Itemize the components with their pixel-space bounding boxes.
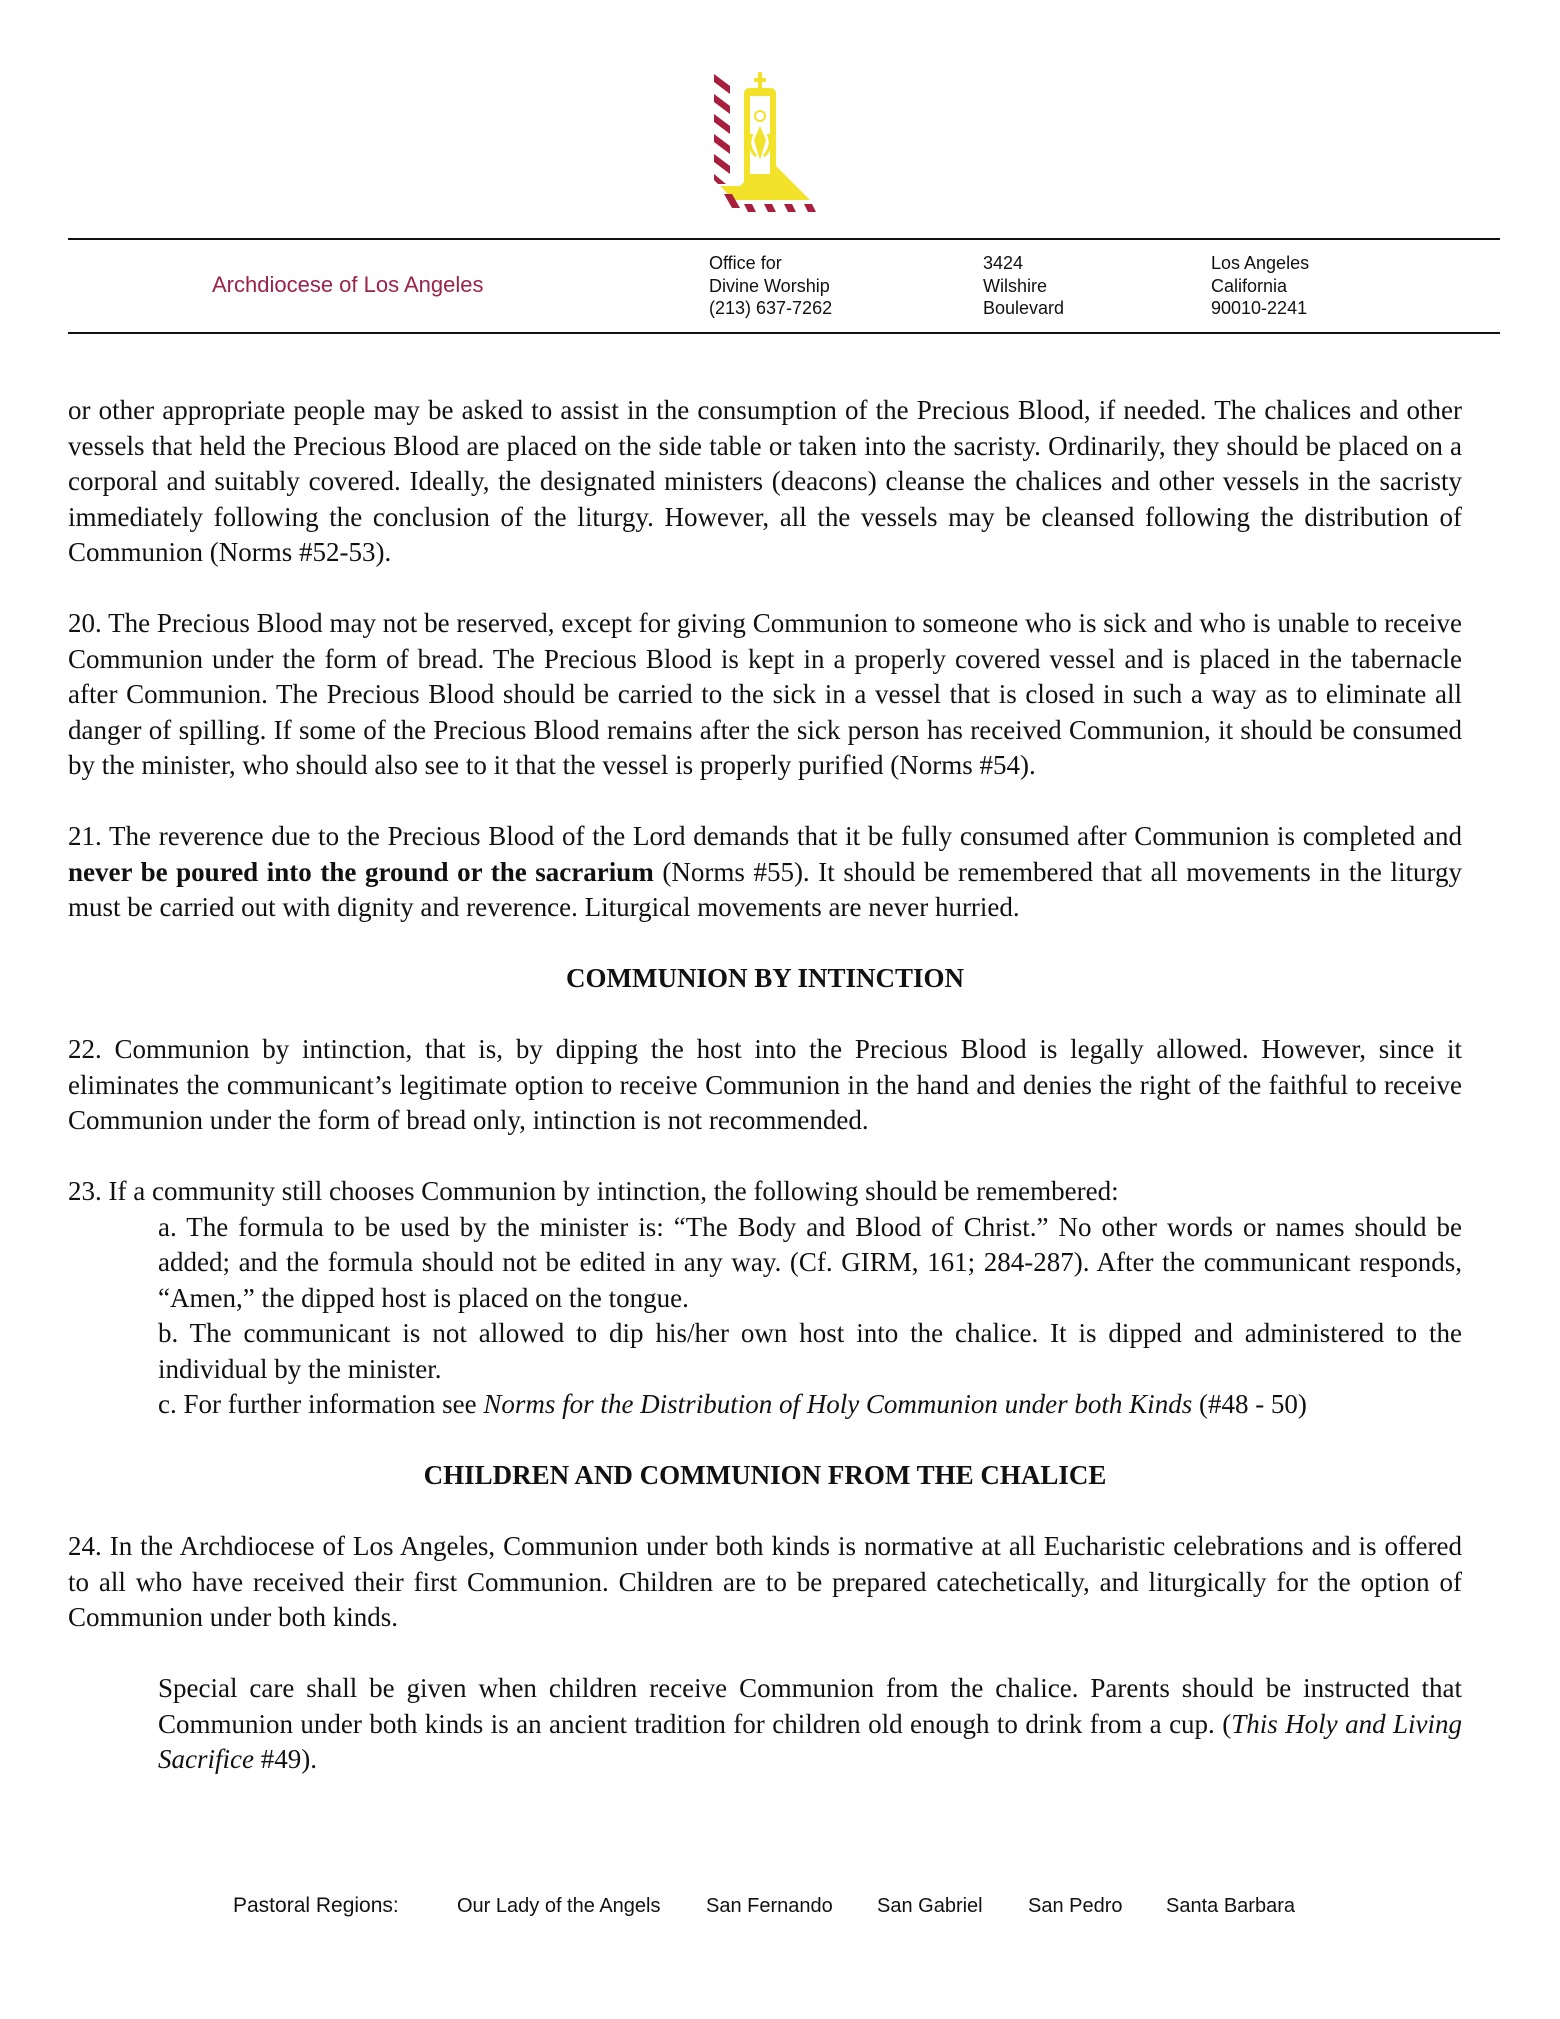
document-body — [68, 393, 1462, 1813]
state-line: California — [1211, 275, 1288, 296]
city-line: Los Angeles — [1211, 253, 1310, 273]
region-item: San Fernando — [706, 1895, 833, 1917]
header-top-rule — [68, 238, 1500, 240]
organization-name: Archdiocese of Los Angeles — [212, 272, 484, 297]
region-item: Santa Barbara — [1166, 1895, 1295, 1917]
list-item-b: b. The communicant is not allowed to dip his/her own host into the chalice. It is dipped and administered to the individual by the minister. — [158, 1318, 1462, 1384]
office-line: Office for — [709, 253, 782, 273]
paragraph-21 — [68, 819, 1462, 926]
header-bottom-rule — [68, 332, 1500, 334]
office-phone: (213) 637-7262 — [709, 298, 833, 318]
region-item: San Pedro — [1028, 1895, 1123, 1917]
paragraph-21-text-end: (Norms #55). It should be remembered that all movements in the liturgy must be carried out with dignity and reverence. Liturgical movements are never hurried. — [68, 856, 1462, 922]
paragraph-21-bold: never be poured into the ground or the sacrarium — [68, 856, 654, 887]
street-line: 3424 — [983, 253, 1024, 273]
paragraph-20: 20. The Precious Blood may not be reserved, except for giving Communion to someone who is sick and who is unable to receive Communion under the form of bread. The Precious Blood is kept in a properly covered vessel and is placed in the tabernacle after Communion. The Precious Blood should be carried to the sick in a vessel that is closed in such a way as to eliminate all danger of spilling. If some of the Precious Blood remains after the sick person has received Communion, it should be consumed by the minister, who should also see to it that the vessel is properly purified (Norms #54). — [68, 608, 1462, 780]
list-item-c-ref: (#48 - 50) — [1192, 1389, 1307, 1419]
paragraph-23-intro: 23. If a community still chooses Communion by intinction, the following should be remembered: — [68, 1176, 1119, 1206]
paragraph-special-care — [158, 1671, 1462, 1778]
region-item: Our Lady of the Angels — [457, 1895, 661, 1917]
street-line: Wilshire — [983, 275, 1048, 296]
heading-children-chalice: CHILDREN AND COMMUNION FROM THE CHALICE — [423, 1460, 1107, 1490]
heading-intinction: COMMUNION BY INTINCTION — [565, 963, 964, 993]
list-item-a: a. The formula to be used by the minister is: “The Body and Blood of Christ.” No other words or names should be added; and the formula should not be edited in any way. (Cf. GIRM, 161; 284-287). After the communicant responds, “Amen,” the dipped host is placed on the tongue. — [158, 1211, 1462, 1313]
office-contact — [709, 252, 832, 320]
list-item-c-text: c. For further information see — [158, 1389, 484, 1419]
paragraph-22: 22. Communion by intinction, that is, by dipping the host into the Precious Blood is legally allowed. However, since it eliminates the communicant’s legitimate option to receive Communion in the hand and denies the right of the faithful to receive Communion under the form of bread only, intinction is not recommended. — [68, 1034, 1462, 1135]
region-item: San Gabriel — [877, 1895, 983, 1917]
office-line: Divine Worship — [709, 275, 830, 296]
paragraph-23 — [68, 1174, 1462, 1423]
paragraph-21-text: 21. The reverence due to the Precious Blood of the Lord demands that it be fully consumed after Communion is completed and — [68, 821, 1462, 851]
zip-line: 90010-2241 — [1211, 298, 1308, 318]
street-address — [983, 252, 1064, 320]
paragraph-24: 24. In the Archdiocese of Los Angeles, Communion under both kinds is normative at all Eucharistic celebrations and is offered to all who have received their first Communion. Children are to be prepared catechetically, and liturgically for the option of Communion under both kinds. — [68, 1531, 1462, 1632]
list-item-c — [158, 1387, 1462, 1423]
special-care-ref: #49). — [253, 1744, 317, 1774]
city-address — [1211, 252, 1309, 320]
sacrifice-title: This Holy and Living Sacrifice — [158, 1708, 1462, 1774]
footer-label: Pastoral Regions: — [233, 1894, 399, 1917]
special-care-text: Special care shall be given when children receive Communion from the chalice. Parents should be instructed that Communion under both kinds is an ancient tradition for children old enough to drink from a cup. ( — [158, 1673, 1462, 1739]
norms-title: Norms for the Distribution of Holy Communion under both Kinds — [483, 1389, 1193, 1419]
paragraph-continued: or other appropriate people may be asked to assist in the consumption of the Precious Blood, if needed. The chalices and other vessels that held the Precious Blood are placed on the side table or taken into the sacristy. Ordinarily, they should be placed on a corporal and suitably covered. Ideally, the designated ministers (deacons) cleanse the chalices and other vessels in the sacristy immediately following the conclusion of the liturgy. However, all the vessels may be cleansed following the distribution of Communion (Norms #52-53). — [68, 395, 1462, 567]
archdiocese-crest-icon — [710, 64, 820, 214]
street-line: Boulevard — [983, 298, 1065, 318]
